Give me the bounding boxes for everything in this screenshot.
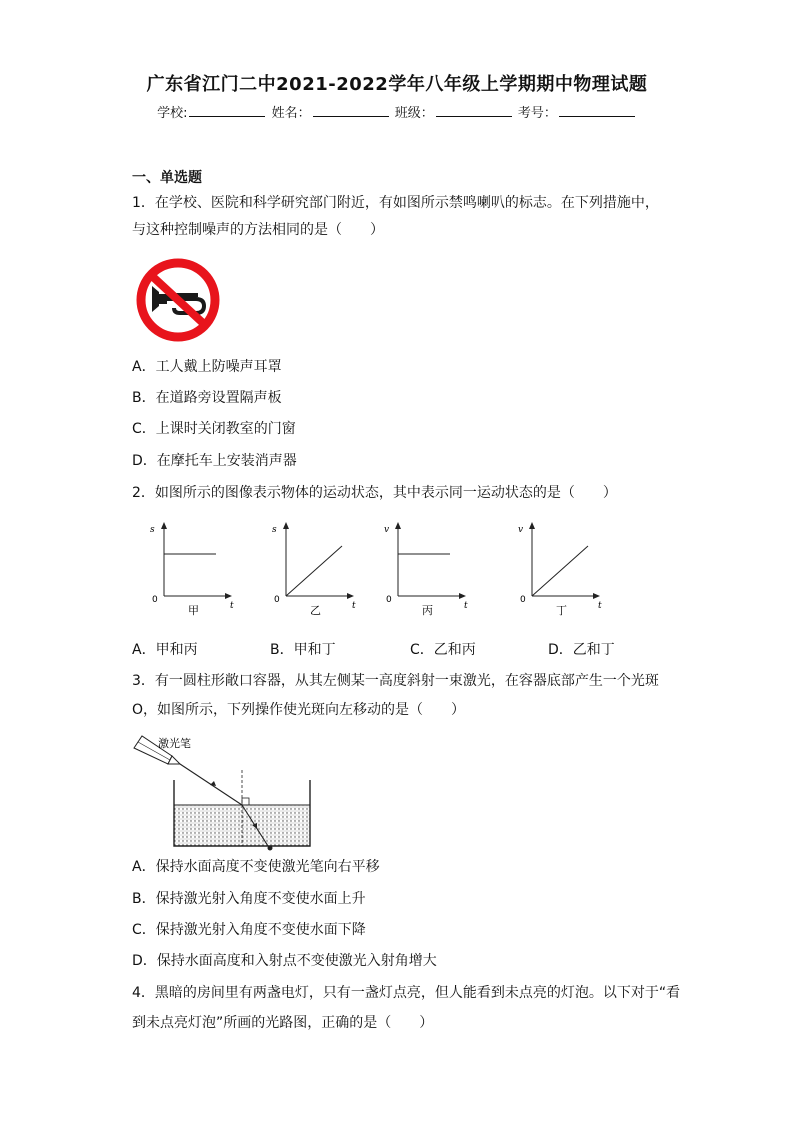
q1-option-a: A．工人戴上防噪声耳罩 xyxy=(132,359,282,375)
q4-stem-line2: 到未点亮灯泡”所画的光路图，正确的是（ ） xyxy=(132,1015,434,1031)
origin-label: 0 xyxy=(520,595,526,605)
q3-option-b: B．保持激光射入角度不变使水面上升 xyxy=(132,891,366,907)
q3-option-c: C．保持激光射入角度不变使水面下降 xyxy=(132,922,366,938)
student-info-line xyxy=(0,102,794,121)
q1-option-c: C．上课时关闭教室的门窗 xyxy=(132,421,296,437)
graph-caption: 丁 xyxy=(556,604,567,617)
no-horn-sign-icon xyxy=(134,256,222,344)
y-axis-label: v xyxy=(384,525,390,535)
q1-option-d: D．在摩托车上安装消声器 xyxy=(132,453,297,469)
laser-label: 激光笔 xyxy=(158,737,191,750)
y-axis-arrow xyxy=(395,522,401,529)
motion-graph-4 xyxy=(508,520,608,624)
y-axis-arrow xyxy=(283,522,289,529)
x-axis-label: t xyxy=(230,601,234,611)
school-label: 学校: xyxy=(157,106,188,121)
y-axis-label: s xyxy=(272,525,277,535)
q2-option-c: C．乙和丙 xyxy=(410,642,476,658)
graph-caption: 丙 xyxy=(422,604,433,617)
q2-option-b: B．甲和丁 xyxy=(270,642,336,658)
school-blank xyxy=(189,104,265,117)
q1-stem-line1: 1．在学校、医院和科学研究部门附近，有如图所示禁鸣喇叭的标志。在下列措施中， xyxy=(132,195,659,211)
name-blank xyxy=(313,104,389,117)
x-axis-arrow xyxy=(347,593,354,599)
origin-label: 0 xyxy=(274,595,280,605)
number-blank xyxy=(559,104,635,117)
q2-option-d: D．乙和丁 xyxy=(548,642,615,658)
q2-option-a: A．甲和丙 xyxy=(132,642,198,658)
y-axis-arrow xyxy=(529,522,535,529)
x-axis-arrow xyxy=(225,593,232,599)
q4-stem-line1: 4．黑暗的房间里有两盏电灯，只有一盏灯点亮，但人能看到未点亮的灯泡。以下对于“看 xyxy=(132,985,681,1001)
origin-label: 0 xyxy=(152,595,158,605)
x-axis-label: t xyxy=(464,601,468,611)
motion-graph-3 xyxy=(374,520,474,624)
q3-option-d: D．保持水面高度和入射点不变使激光入射角增大 xyxy=(132,953,437,969)
q3-stem-line2: O，如图所示，下列操作使光斑向左移动的是（ ） xyxy=(132,702,466,718)
class-blank xyxy=(436,104,512,117)
x-axis-label: t xyxy=(598,601,602,611)
origin-label: 0 xyxy=(386,595,392,605)
name-label: 姓名： xyxy=(271,106,311,121)
graph-line xyxy=(532,546,588,596)
x-axis-arrow xyxy=(593,593,600,599)
motion-graph-2 xyxy=(262,520,362,624)
number-label: 考号： xyxy=(517,106,557,121)
y-axis-label: v xyxy=(518,525,524,535)
q1-stem-line2: 与这种控制噪声的方法相同的是（ ） xyxy=(132,222,384,238)
graph-line xyxy=(286,546,342,596)
x-axis-label: t xyxy=(352,601,356,611)
graph-caption: 乙 xyxy=(310,604,321,617)
laser-container-diagram xyxy=(130,728,320,854)
q2-options xyxy=(132,639,652,657)
q1-option-b: B．在道路旁设置隔声板 xyxy=(132,390,282,406)
class-label: 班级： xyxy=(394,106,434,121)
y-axis-label: s xyxy=(150,525,155,535)
graph-caption: 甲 xyxy=(188,604,199,617)
motion-graph-1 xyxy=(140,520,240,624)
q3-option-a: A．保持水面高度不变使激光笔向右平移 xyxy=(132,859,380,875)
page-title: 广东省江门二中2021-2022学年八年级上学期期中物理试题 xyxy=(146,74,648,95)
y-axis-arrow xyxy=(161,522,167,529)
q3-stem-line1: 3．有一圆柱形敞口容器，从其左侧某一高度斜射一束激光，在容器底部产生一个光斑 xyxy=(132,673,659,689)
q2-stem-line1: 2．如图所示的图像表示物体的运动状态，其中表示同一运动状态的是（ ） xyxy=(132,485,617,501)
section-heading: 一、单选题 xyxy=(132,170,202,186)
x-axis-arrow xyxy=(459,593,466,599)
